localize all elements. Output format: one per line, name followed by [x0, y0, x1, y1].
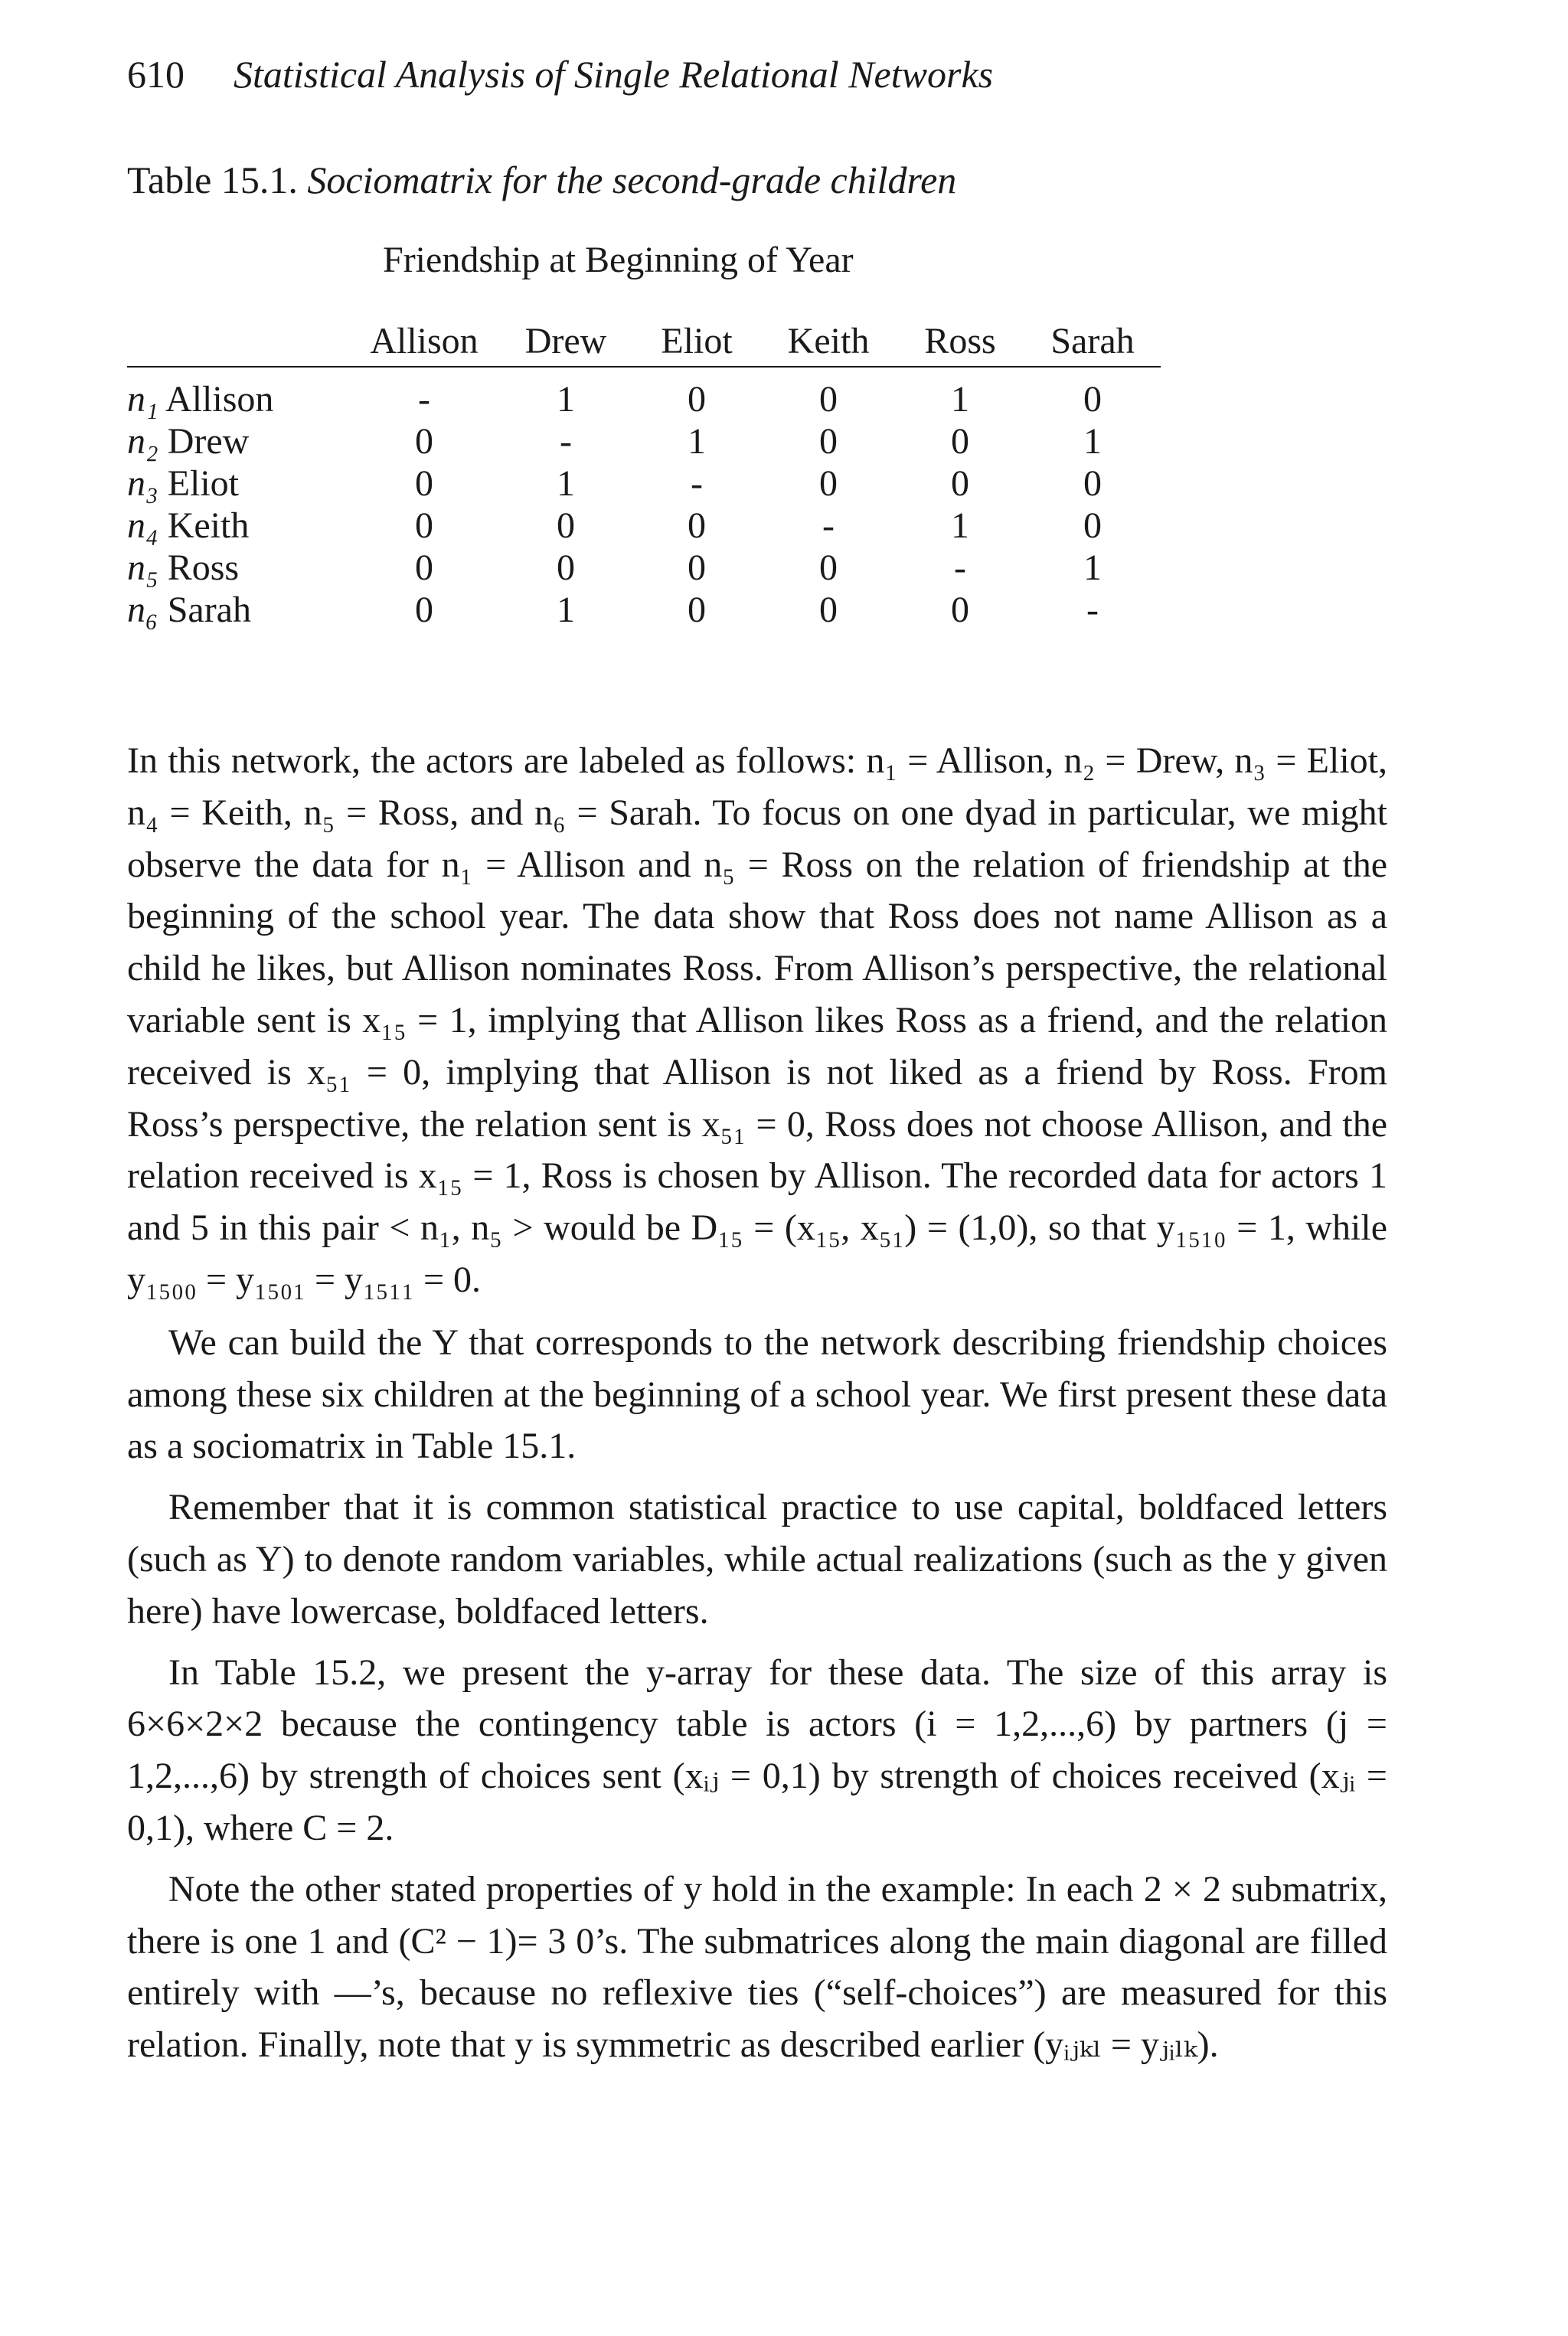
- row-name: Allison: [165, 379, 274, 420]
- column-header: Sarah: [1050, 320, 1135, 361]
- table-cell: 0: [688, 590, 706, 630]
- row-name: Eliot: [167, 463, 240, 504]
- table-row: [127, 547, 1161, 589]
- row-symbol: n₁: [127, 379, 158, 420]
- row-name: Keith: [167, 505, 250, 546]
- row-label: [127, 462, 349, 505]
- table-cell: 0: [1083, 463, 1102, 504]
- table-cell: 1: [951, 505, 969, 546]
- column-header: Eliot: [661, 320, 733, 361]
- table-cell: 1: [557, 590, 575, 630]
- table-cell: -: [691, 463, 703, 504]
- row-label: [127, 420, 349, 462]
- table-cell: 0: [557, 505, 575, 546]
- paragraph: In this network, the actors are labeled as follows: n₁ = Allison, n₂ = Drew, n₃ = Eliot, n₄ = Keith, n₅ = Ross, and n₆ = Sarah. To focus on one dyad in particular, we might observe the data for n₁ = Allison and n₅ = Ross on the relation of friendship at the beginning of the school year. The data show that Ross does not name Allison as a child he likes, but Allison nominates Ross. From Allison’s perspective, the relational variable sent is x₁₅ = 1, implying that Allison likes Ross as a friend, and the relation received is x₅₁ = 0, implying that Allison is not liked as a friend by Ross. From Ross’s perspective, the relation sent is x₅₁ = 0, Ross does not choose Allison, and the relation received is x₁₅ = 1, Ross is chosen by Allison. The recorded data for actors 1 and 5 in this pair < n₁, n₅ > would be D₁₅ = (x₁₅, x₅₁) = (1,0), so that y₁₅₁₀ = 1, while y₁₅₀₀ = y₁₅₀₁ = y₁₅₁₁ = 0.: [127, 740, 1387, 1300]
- paragraph: Remember that it is common statistical practice to use capital, boldfaced letters (such as Y) to denote random variables, while actual realizations (such as the y given here) have lowercase, boldfaced letters.: [127, 1487, 1387, 1632]
- row-label: [127, 505, 349, 547]
- paragraph: Note the other stated properties of y hold in the example: In each 2 × 2 submatrix, there is one 1 and (C² − 1)= 3 0’s. The submatrices along the main diagonal are filled entirely with —’s, because no reflexive ties (“self-choices”) are measured for this relation. Finally, note that y is symmetric as described earlier (yᵢⱼₖₗ = yⱼᵢₗₖ).: [127, 1868, 1387, 2066]
- column-header: Keith: [787, 320, 870, 361]
- table-cell: -: [560, 421, 572, 462]
- row-name: Ross: [167, 547, 240, 588]
- table-row: [127, 367, 1161, 420]
- table-cell: 0: [688, 547, 706, 588]
- table-cell: 0: [819, 463, 838, 504]
- page-number: 610: [127, 53, 185, 96]
- table-header-row: [127, 315, 1161, 367]
- column-header: Drew: [524, 320, 607, 361]
- table-cell: 0: [951, 463, 969, 504]
- table-cell: 0: [951, 590, 969, 630]
- table-subheading: Friendship at Beginning of Year: [383, 240, 854, 280]
- table-row: [127, 420, 1161, 462]
- row-symbol: n₅: [127, 547, 158, 588]
- table-cell: -: [822, 505, 835, 546]
- table-title: Sociomatrix for the second-grade children: [307, 158, 957, 201]
- table-label: Table 15.1.: [127, 158, 298, 201]
- row-label: [127, 367, 349, 420]
- table-cell: 1: [557, 463, 575, 504]
- table-cell: 1: [951, 379, 969, 420]
- table-cell: 1: [1083, 421, 1102, 462]
- corner-cell: [127, 315, 349, 367]
- table-cell: 0: [819, 590, 838, 630]
- row-symbol: n₄: [127, 505, 158, 546]
- row-name: Sarah: [167, 590, 251, 630]
- row-label: [127, 589, 349, 631]
- table-row: [127, 505, 1161, 547]
- table-cell: 0: [688, 505, 706, 546]
- table-cell: 0: [415, 547, 433, 588]
- table-caption: [127, 158, 956, 202]
- table-cell: 0: [819, 421, 838, 462]
- table-cell: 1: [1083, 547, 1102, 588]
- table-row: [127, 462, 1161, 505]
- sociomatrix-table: [127, 315, 1161, 631]
- table-cell: 0: [819, 379, 838, 420]
- row-symbol: n₃: [127, 463, 158, 504]
- row-label: [127, 547, 349, 589]
- table-cell: -: [1086, 590, 1099, 630]
- table-cell: -: [418, 379, 430, 420]
- table-row: [127, 589, 1161, 631]
- running-title: Statistical Analysis of Single Relational Networks: [234, 53, 994, 96]
- paragraph: In Table 15.2, we present the y-array for these data. The size of this array is 6×6×2×2 because the contingency table is actors (i = 1,2,...,6) by partners (j = 1,2,...,6) by strength of choices sent (xᵢⱼ = 0,1) by strength of choices received (xⱼᵢ = 0,1), where C = 2.: [127, 1652, 1387, 1848]
- table-cell: 0: [688, 379, 706, 420]
- paragraph: We can build the Y that corresponds to the network describing friendship choices among these six children at the beginning of a school year. We first present these data as a sociomatrix in Table 15.1.: [127, 1322, 1387, 1467]
- table-cell: 0: [1083, 505, 1102, 546]
- table-cell: 0: [415, 505, 433, 546]
- table-cell: 0: [951, 421, 969, 462]
- table-cell: 1: [688, 421, 706, 462]
- table-cell: 0: [415, 421, 433, 462]
- table-cell: 1: [557, 379, 575, 420]
- table-cell: 0: [415, 463, 433, 504]
- row-symbol: n₂: [127, 421, 158, 462]
- column-header: Allison: [370, 320, 479, 361]
- column-header: Ross: [924, 320, 996, 361]
- table-cell: -: [954, 547, 966, 588]
- row-symbol: n₆: [127, 590, 158, 630]
- table-cell: 0: [557, 547, 575, 588]
- table-cell: 0: [1083, 379, 1102, 420]
- table-cell: 0: [819, 547, 838, 588]
- body-text: [127, 735, 1387, 2080]
- row-name: Drew: [167, 421, 250, 462]
- running-header: [127, 52, 993, 96]
- table-cell: 0: [415, 590, 433, 630]
